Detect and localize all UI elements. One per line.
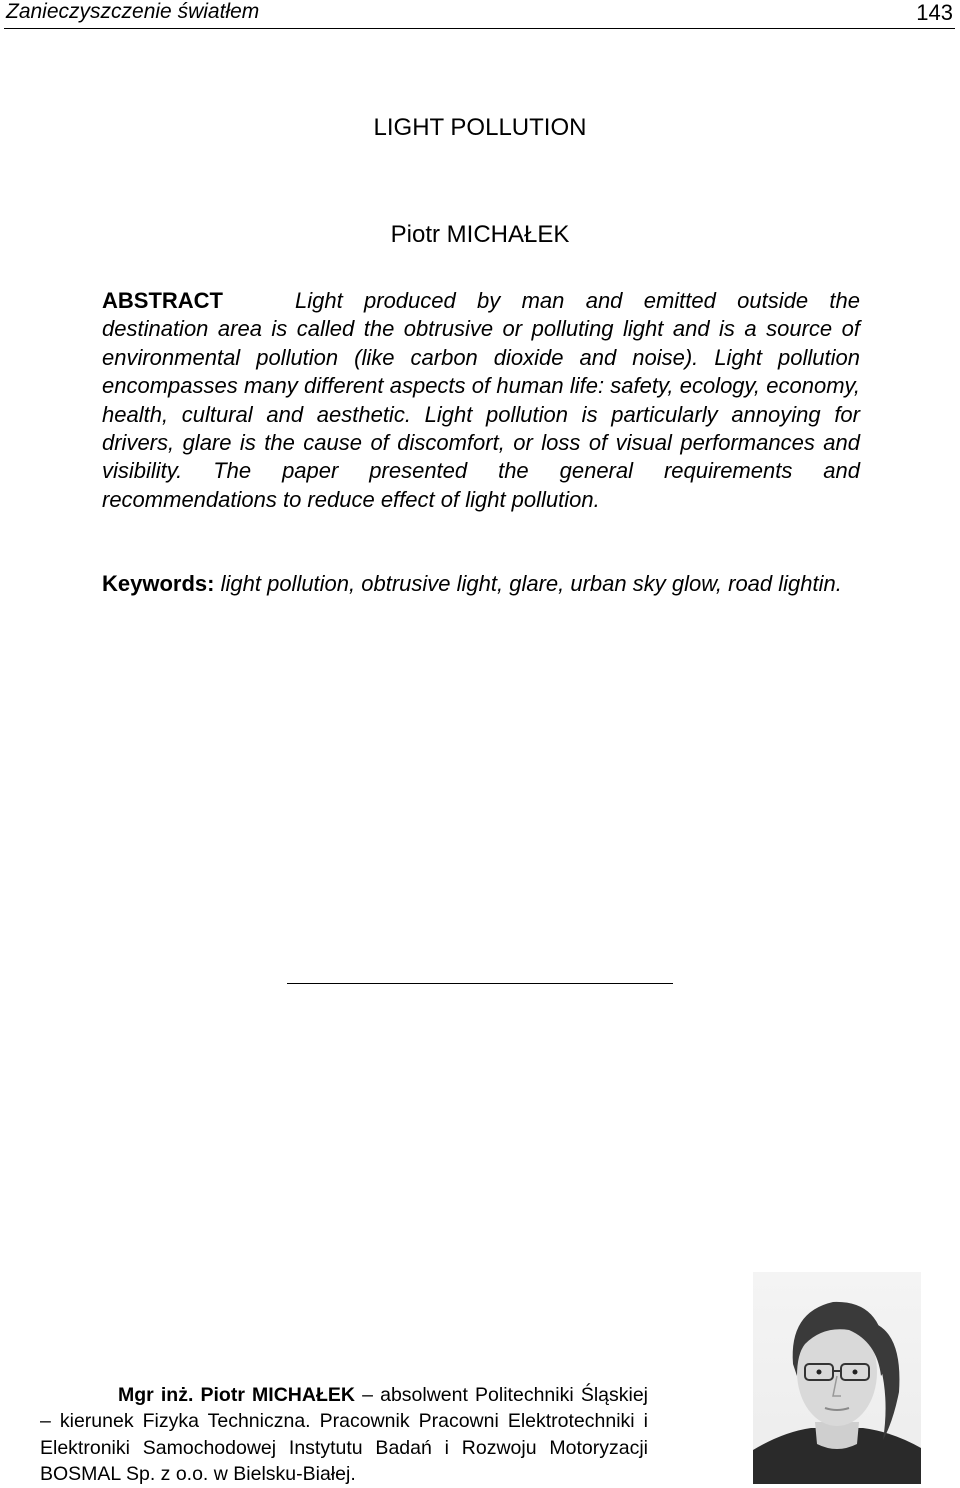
abstract-paragraph [102,287,860,514]
abstract-text: Light produced by man and emitted outside the destination area is called the obtrusive or polluting light and is a source of environmental pollution (like carbon dioxide and noise). Light pollution encompasses many different aspects of human life: safety, ecology, economy, health, cultural and aesthetic. Light pollution is particularly annoying for drivers, glare is the cause of discomfort, or loss of visual performances and visibility. The paper presented the general requirements and recommendations to reduce effect of light pollution. [102,288,860,512]
keywords-label: Keywords: [102,571,215,596]
author-bio [40,1382,648,1488]
running-header [4,0,955,29]
bio-author-name: Mgr inż. Piotr MICHAŁEK [118,1384,355,1406]
keywords-text: light pollution, obtrusive light, glare, urban sky glow, road lightin. [220,571,842,596]
paper-title: LIGHT POLLUTION [373,114,587,141]
paper-author: Piotr MICHAŁEK [390,221,570,248]
author-photo [753,1272,921,1484]
footnote-divider [287,983,673,984]
bio-text: – absolwent Politechniki Śląskiej – kierunek Fizyka Techniczna. Pracownik Pracowni Elektrotechniki i Elektroniki Samochodowej Instytutu Badań i Rozwoju Motoryzacji BOSMAL Sp. z o.o. w Bielsku-Białej. [40,1384,649,1486]
abstract-label: ABSTRACT [102,288,223,313]
keywords-paragraph [102,570,860,598]
journal-title: Zanieczyszczenie światłem [6,0,260,23]
page-number: 143 [916,0,953,25]
